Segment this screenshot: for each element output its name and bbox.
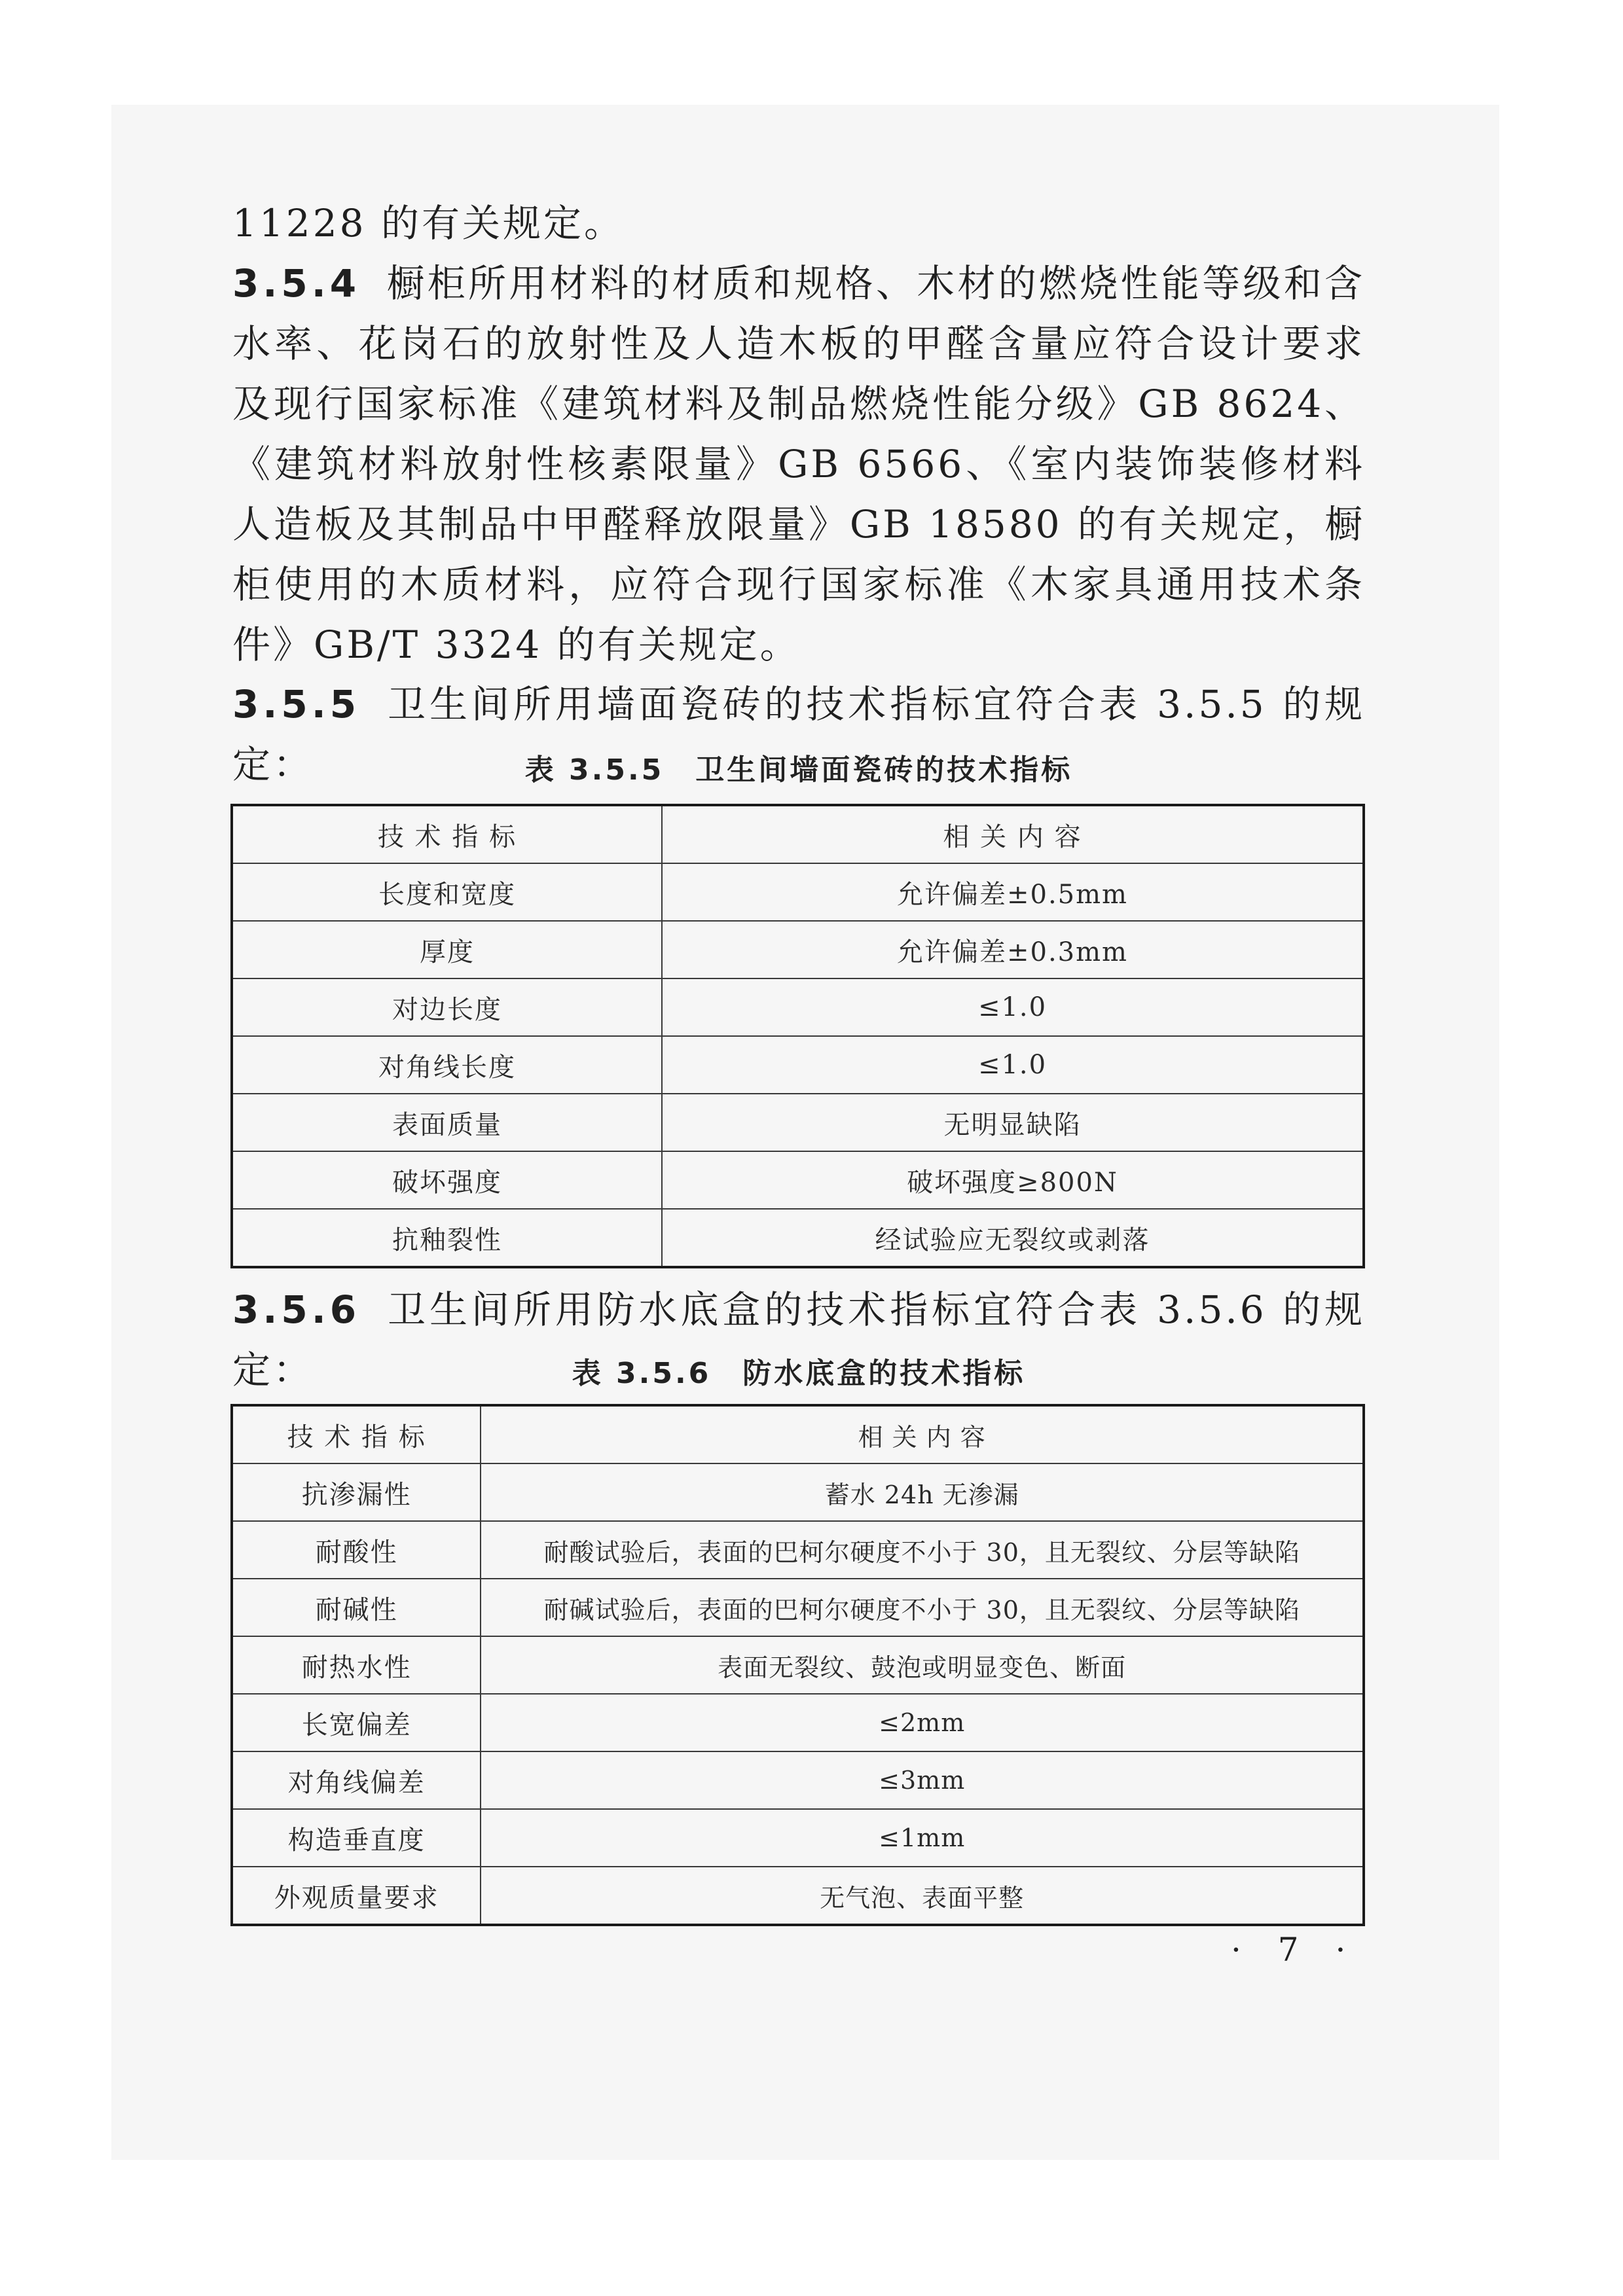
ceramic-tile-spec-table bbox=[230, 804, 1365, 1268]
table-row bbox=[232, 863, 1364, 921]
table-caption: 表 3.5.6 防水底盒的技术指标 bbox=[572, 1357, 1026, 1390]
spec-value: 蓄水 24h 无渗漏 bbox=[481, 1463, 1364, 1521]
spec-value: ≤1.0 bbox=[662, 978, 1364, 1036]
spec-value: ≤1.0 bbox=[662, 1036, 1364, 1094]
paragraph-continuation: 11228 的有关规定。 bbox=[232, 201, 625, 245]
table-row bbox=[232, 921, 1364, 978]
header-cell: 相 关 内 容 bbox=[662, 805, 1364, 863]
header-cell: 技 术 指 标 bbox=[232, 1405, 481, 1463]
table-row bbox=[232, 1636, 1364, 1694]
spec-value: 无气泡、表面平整 bbox=[481, 1867, 1364, 1925]
header-cell: 技 术 指 标 bbox=[232, 805, 662, 863]
waterproof-base-spec-table bbox=[230, 1404, 1365, 1926]
page-number: · 7 · bbox=[1231, 1931, 1359, 1969]
spec-name: 厚度 bbox=[232, 921, 662, 978]
table-row bbox=[232, 1809, 1364, 1867]
table-row bbox=[232, 1579, 1364, 1636]
table-row bbox=[232, 1036, 1364, 1094]
spec-value: 允许偏差±0.5mm bbox=[662, 863, 1364, 921]
table-header-row bbox=[232, 1405, 1364, 1463]
spec-value: 耐酸试验后，表面的巴柯尔硬度不小于 30，且无裂纹、分层等缺陷 bbox=[481, 1521, 1364, 1579]
spec-value: 经试验应无裂纹或剥落 bbox=[662, 1209, 1364, 1267]
table-row bbox=[232, 1209, 1364, 1267]
clause-number: 3.5.6 bbox=[232, 1287, 361, 1332]
table-caption: 表 3.5.5 卫生间墙面瓷砖的技术指标 bbox=[524, 753, 1073, 787]
table-row bbox=[232, 1751, 1364, 1809]
table-row bbox=[232, 1463, 1364, 1521]
table-header-row bbox=[232, 805, 1364, 863]
clause-text: 卫生间所用墙面瓷砖的技术指标宜符合表 3.5.5 的规定： bbox=[232, 682, 1365, 787]
spec-name: 耐酸性 bbox=[232, 1521, 481, 1579]
spec-value: ≤3mm bbox=[481, 1751, 1364, 1809]
spec-value: 破坏强度≥800N bbox=[662, 1151, 1364, 1209]
spec-name: 长宽偏差 bbox=[232, 1694, 481, 1751]
spec-name: 耐碱性 bbox=[232, 1579, 481, 1636]
table-row bbox=[232, 978, 1364, 1036]
clause-3-5-4 bbox=[232, 253, 1365, 675]
spec-value: 耐碱试验后，表面的巴柯尔硬度不小于 30，且无裂纹、分层等缺陷 bbox=[481, 1579, 1364, 1636]
table-row bbox=[232, 1094, 1364, 1151]
spec-value: 表面无裂纹、鼓泡或明显变色、断面 bbox=[481, 1636, 1364, 1694]
table-row bbox=[232, 1867, 1364, 1925]
spec-name: 破坏强度 bbox=[232, 1151, 662, 1209]
clause-text: 卫生间所用防水底盒的技术指标宜符合表 3.5.6 的规定： bbox=[232, 1287, 1365, 1392]
table-row bbox=[232, 1521, 1364, 1579]
spec-name: 外观质量要求 bbox=[232, 1867, 481, 1925]
spec-value: ≤1mm bbox=[481, 1809, 1364, 1867]
spec-value: 允许偏差±0.3mm bbox=[662, 921, 1364, 978]
spec-name: 构造垂直度 bbox=[232, 1809, 481, 1867]
table-row bbox=[232, 1151, 1364, 1209]
spec-name: 对角线长度 bbox=[232, 1036, 662, 1094]
clause-number: 3.5.5 bbox=[232, 682, 361, 726]
spec-name: 表面质量 bbox=[232, 1094, 662, 1151]
clause-text: 橱柜所用材料的材质和规格、木材的燃烧性能等级和含水率、花岗石的放射性及人造木板的甲醛含量应符合设计要求及现行国家标准《建筑材料及制品燃烧性能分级》GB 8624、《建筑材料放射性核素限量》GB 6566、《室内装饰装修材料 人造板及其制品中甲醛释放限量》GB 18580 的有关规定，橱柜使用的木质材料，应符合现行国家标准《木家具通用技术条件》GB/T 3324 的有关规定。 bbox=[232, 261, 1365, 667]
spec-name: 耐热水性 bbox=[232, 1636, 481, 1694]
spec-name: 对边长度 bbox=[232, 978, 662, 1036]
spec-value: 无明显缺陷 bbox=[662, 1094, 1364, 1151]
spec-name: 长度和宽度 bbox=[232, 863, 662, 921]
table-row bbox=[232, 1694, 1364, 1751]
spec-name: 抗釉裂性 bbox=[232, 1209, 662, 1267]
clause-number: 3.5.4 bbox=[232, 261, 361, 306]
spec-value: ≤2mm bbox=[481, 1694, 1364, 1751]
spec-name: 抗渗漏性 bbox=[232, 1463, 481, 1521]
header-cell: 相 关 内 容 bbox=[481, 1405, 1364, 1463]
spec-name: 对角线偏差 bbox=[232, 1751, 481, 1809]
